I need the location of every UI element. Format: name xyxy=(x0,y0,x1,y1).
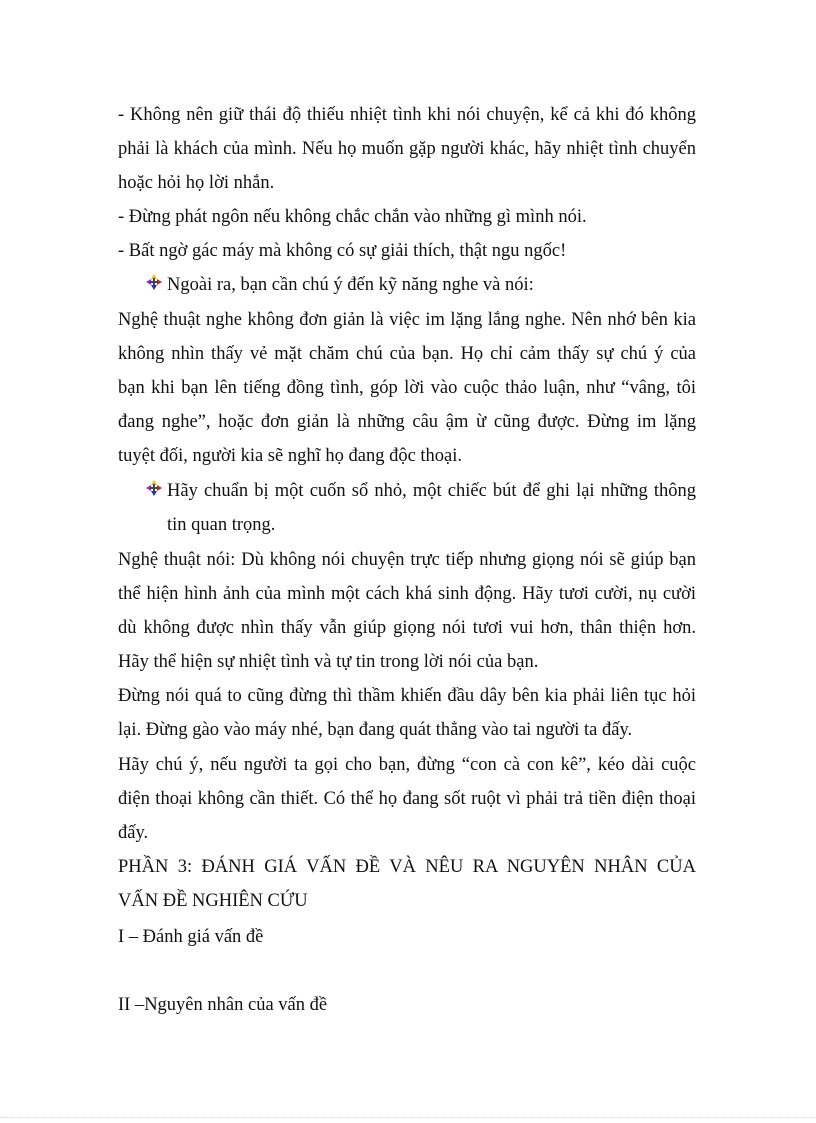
paragraph-line: Nghệ thuật nghe không đơn giản là việc im lặng lắng nghe. Nên nhớ bên kia xyxy=(118,310,696,330)
paragraph-line: - Đừng phát ngôn nếu không chắc chắn vào những gì mình nói. xyxy=(118,207,587,227)
subsection-title: II –Nguyên nhân của vấn đề xyxy=(118,995,328,1015)
four-arrows-bullet-icon xyxy=(145,479,163,497)
paragraph-line: - Không nên giữ thái độ thiếu nhiệt tình khi nói chuyện, kể cả khi đó không xyxy=(118,105,696,125)
four-arrows-bullet-icon xyxy=(145,273,163,291)
bullet-text: Hãy chuẩn bị một cuốn sổ nhỏ, một chiếc bút để ghi lại những thông xyxy=(167,481,696,501)
paragraph-line: Nghệ thuật nói: Dù không nói chuyện trực tiếp nhưng giọng nói sẽ giúp bạn xyxy=(118,550,696,570)
paragraph-line: lại. Đừng gào vào máy nhé, bạn đang quát thẳng vào tai người ta đấy. xyxy=(118,720,633,740)
paragraph-line: bạn khi bạn lên tiếng đồng tình, góp lời vào cuộc thảo luận, như “vâng, tôi xyxy=(118,378,696,398)
bullet-text: Ngoài ra, bạn cần chú ý đến kỹ năng nghe và nói: xyxy=(167,275,534,295)
paragraph-line: không nhìn thấy vẻ mặt chăm chú của bạn. Họ chỉ cảm thấy sự chú ý của xyxy=(118,344,696,364)
page-bottom-border xyxy=(0,1117,816,1118)
bullet-text: tin quan trọng. xyxy=(167,515,276,535)
paragraph-line: thể hiện hình ảnh của mình một cách khá sinh động. Hãy tươi cười, nụ cười xyxy=(118,584,696,604)
section-heading: PHẦN 3: ĐÁNH GIÁ VẤN ĐỀ VÀ NÊU RA NGUYÊN NHÂN CỦA xyxy=(118,857,696,877)
paragraph-line: đang nghe”, hoặc đơn giản là những câu ậm ừ cũng được. Đừng im lặng xyxy=(118,412,696,432)
paragraph-line: điện thoại không cần thiết. Có thể họ đang sốt ruột vì phải trả tiền điện thoại xyxy=(118,789,696,809)
paragraph-line: tuyệt đối, người kia sẽ nghĩ họ đang độc thoại. xyxy=(118,446,463,466)
paragraph-line: đấy. xyxy=(118,823,149,843)
paragraph-line: - Bất ngờ gác máy mà không có sự giải thích, thật ngu ngốc! xyxy=(118,241,567,261)
subsection-title: I – Đánh giá vấn đề xyxy=(118,927,264,947)
paragraph-line: Đừng nói quá to cũng đừng thì thầm khiến đầu dây bên kia phải liên tục hỏi xyxy=(118,686,696,706)
paragraph-line: Hãy chú ý, nếu người ta gọi cho bạn, đừng “con cà con kê”, kéo dài cuộc xyxy=(118,755,696,775)
paragraph-line: Hãy thể hiện sự nhiệt tình và tự tin trong lời nói của bạn. xyxy=(118,652,539,672)
paragraph-line: hoặc hỏi họ lời nhắn. xyxy=(118,173,275,193)
section-heading: VẤN ĐỀ NGHIÊN CỨU xyxy=(118,891,308,911)
paragraph-line: dù không được nhìn thấy vẫn giúp giọng nói tươi vui hơn, thân thiện hơn. xyxy=(118,618,696,638)
paragraph-line: phải là khách của mình. Nếu họ muốn gặp người khác, hãy nhiệt tình chuyển xyxy=(118,139,696,159)
